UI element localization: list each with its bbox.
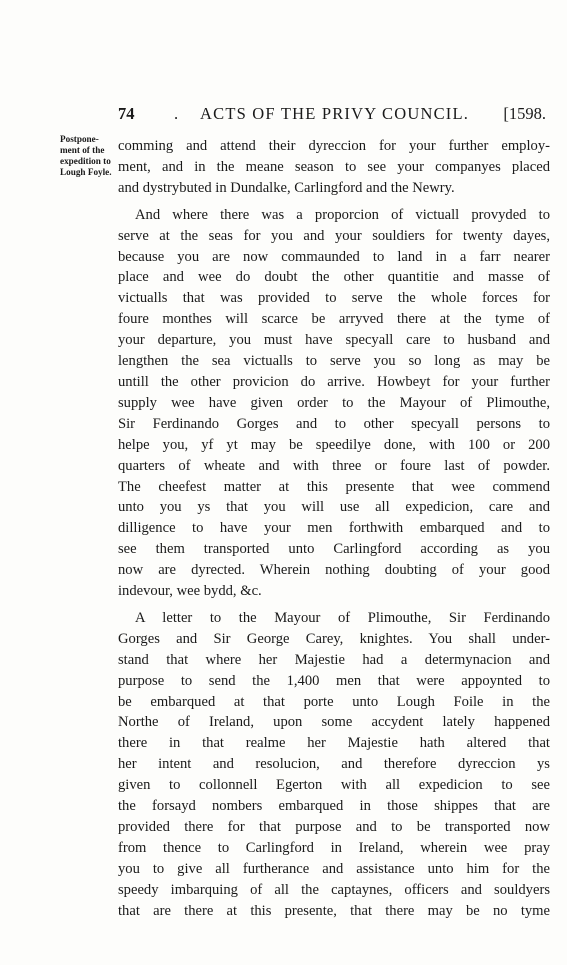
text-line: you to give all furtherance and assistance unto him for the xyxy=(118,860,550,877)
text-line: quarters of wheate and with three or foure last of powder. xyxy=(118,457,550,474)
text-line: A letter to the Mayour of Plimouthe, Sir Ferdinando xyxy=(135,609,550,626)
paragraph-1 xyxy=(118,136,550,199)
text-line: victualls that was provided to serve the whole forces for xyxy=(118,290,550,307)
text-line: lengthen the sea victualls to serve you so long as may be xyxy=(118,353,550,370)
paragraph-3 xyxy=(118,608,550,922)
text-line: helpe you, yf yt may be speedilye done, with 100 or 200 xyxy=(118,436,550,453)
marginal-note-line: expedition to xyxy=(60,156,111,166)
body-text xyxy=(118,136,550,928)
text-line: provided there for that purpose and to be transported now xyxy=(118,819,550,835)
text-line: And where there was a proporcion of victuall provyded to xyxy=(135,206,550,223)
page-number: 74 xyxy=(118,104,135,123)
text-line: supply wee have given order to the Mayour of Plimouthe, xyxy=(118,394,550,411)
text-line: now are dyrected. Wherein nothing doubting of your good xyxy=(118,562,550,579)
running-head xyxy=(118,104,558,128)
text-line: serve at the seas for you and your souldiers for twenty dayes, xyxy=(118,227,550,244)
text-line: the forsayd nombers embarqued in those shippes that are xyxy=(118,798,550,815)
text-line: that are there at this presente, that there may be no tyme xyxy=(118,902,550,919)
marginal-note-line: Postpone- xyxy=(60,134,99,144)
text-line: place and wee do doubt the other quantitie and masse of xyxy=(118,269,550,286)
text-line: The cheefest matter at this presente that wee commend xyxy=(118,478,550,495)
text-line: Northe of Ireland, upon some accydent lately happened xyxy=(118,714,550,731)
text-line: because you are now commaunded to land in a farr nearer xyxy=(118,248,550,265)
paragraph-2 xyxy=(118,205,550,602)
text-line: and dystrybuted in Dundalke, Carlingford and the Newry. xyxy=(118,179,455,196)
marginal-note xyxy=(60,134,122,178)
text-line: ment, and in the meane season to see your companyes placed xyxy=(118,158,550,175)
text-line: indevour, wee bydd, &c. xyxy=(118,583,262,600)
text-line: her intent and resolucion, and therefore dyreccion ys xyxy=(118,756,550,773)
text-line: unto you ys that you will use all expedicion, care and xyxy=(118,499,550,516)
text-line: comming and attend their dyreccion for your further employ- xyxy=(118,138,550,154)
marginal-note-line: ment of the xyxy=(60,145,105,155)
marginal-note-line: Lough Foyle. xyxy=(60,167,112,177)
text-line: see them transported unto Carlingford according as you xyxy=(118,541,550,558)
text-line: from thence to Carlingford in Ireland, wherein wee pray xyxy=(118,839,550,856)
text-line: untill the other provicion do arrive. Howbeyt for your further xyxy=(118,373,550,390)
text-line: your departure, you must have specyall care to husband and xyxy=(118,332,550,349)
text-line: speedy imbarquing of all the captaynes, officers and souldyers xyxy=(118,881,550,898)
text-line: be embarqued at that porte unto Lough Foile in the xyxy=(118,693,550,710)
text-line: foure monthes will scarce be arryved there at the tyme of xyxy=(118,311,550,328)
running-year: [1598. xyxy=(503,104,546,123)
text-line: Sir Ferdinando Gorges and to other specyall persons to xyxy=(118,415,550,432)
text-line: there in that realme her Majestie hath altered that xyxy=(118,735,550,752)
text-line: given to collonnell Egerton with all expedicion to see xyxy=(118,777,550,794)
text-line: dilligence to have your men forthwith embarqued and to xyxy=(118,520,550,537)
text-line: stand that where her Majestie had a determynacion and xyxy=(118,651,550,668)
text-line: purpose to send the 1,400 men that were appoynted to xyxy=(118,672,550,689)
running-title: ACTS OF THE PRIVY COUNCIL. xyxy=(200,104,470,123)
header-separator: . xyxy=(174,104,179,123)
text-line: Gorges and Sir George Carey, knightes. You shall under- xyxy=(118,630,550,647)
